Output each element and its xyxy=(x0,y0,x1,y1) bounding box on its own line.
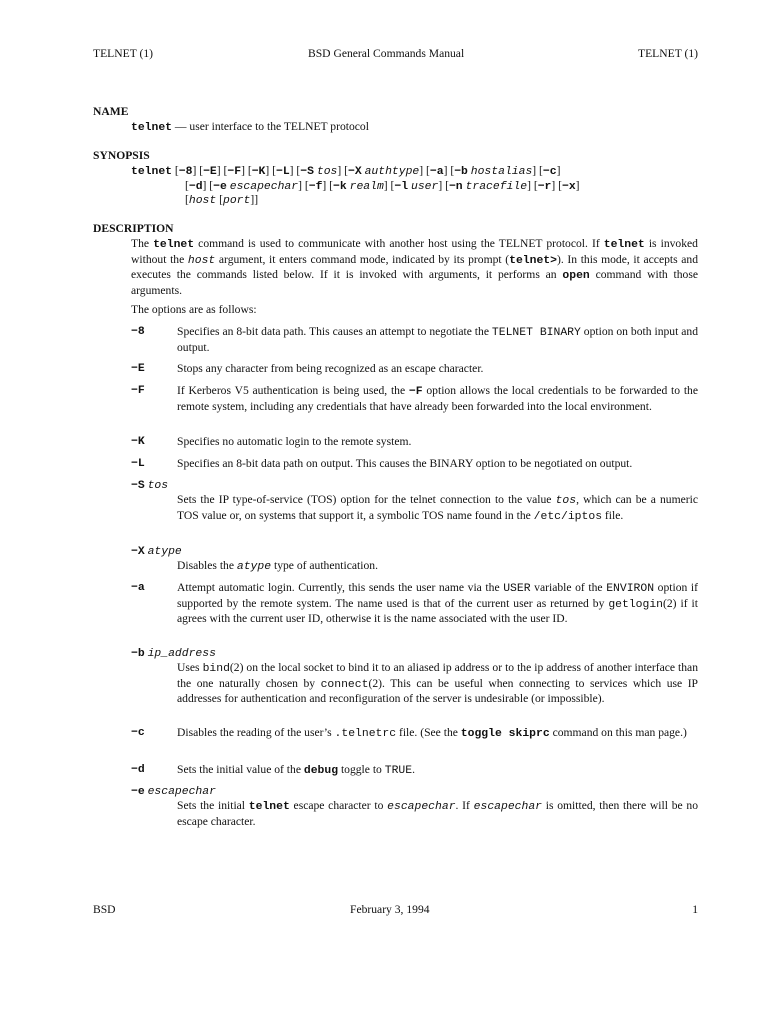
option-desc xyxy=(177,325,698,355)
page-footer xyxy=(93,903,698,919)
synopsis-arg: realm xyxy=(349,181,384,193)
synopsis-bracket: ] xyxy=(575,179,580,192)
option-flag-line xyxy=(131,784,216,800)
cmd-text: toggle skiprc xyxy=(460,728,550,740)
synopsis-bracket: [ xyxy=(185,193,189,206)
text-run: file. xyxy=(602,508,624,522)
text-run: Stops any character from being recognized as an escape character. xyxy=(177,362,484,375)
cmd-text: debug xyxy=(303,765,339,777)
text-run: option on both input and output. xyxy=(177,325,698,354)
synopsis-bracket: ] [ xyxy=(265,164,276,177)
page-number: 1 xyxy=(692,903,698,916)
text-run: (2). This can be useful when connecting to services which use IP addresses for authentication and reconfiguration of the server is undesirable (or impossible). xyxy=(177,676,698,706)
section-name-heading: NAME xyxy=(93,105,129,118)
text-run: Sets the initial value of the xyxy=(177,763,304,776)
synopsis-line-1 xyxy=(131,164,560,180)
footer-left: BSD xyxy=(93,903,116,916)
text-run: . xyxy=(412,763,415,776)
text-run: If Kerberos V5 authentication is being used, the xyxy=(177,384,409,397)
text-run: Specifies no automatic login to the remote system. xyxy=(177,435,412,448)
synopsis-flag: −X xyxy=(348,166,362,178)
option-arg: tos xyxy=(147,480,169,492)
synopsis-bracket: ] [ xyxy=(192,164,204,177)
option-desc xyxy=(177,362,698,377)
mono-text: TRUE xyxy=(384,765,413,777)
synopsis-arg: host xyxy=(188,195,217,207)
option-flag-line xyxy=(131,478,168,494)
option-desc xyxy=(177,384,698,414)
synopsis-bracket: ] [ xyxy=(443,164,455,177)
synopsis-bracket: ]] xyxy=(250,193,259,206)
synopsis-bracket: ] [ xyxy=(298,179,309,192)
text-run: argument, it enters command mode, indicated by its prompt ( xyxy=(215,252,510,266)
synopsis-arg: port xyxy=(222,195,251,207)
synopsis-bracket: ] [ xyxy=(289,164,301,177)
synopsis-arg: user xyxy=(411,181,439,193)
synopsis-flag: −K xyxy=(251,166,266,178)
option-desc xyxy=(177,799,698,829)
text-run: Disables the xyxy=(177,559,237,572)
text-run: (2) if it agrees with the current user ID, otherwise it is the name associated with the user ID. xyxy=(177,596,698,626)
mono-text: ENVIRON xyxy=(606,583,655,595)
synopsis-flag: −x xyxy=(562,181,576,193)
flag-text: −F xyxy=(408,386,423,398)
synopsis-bracket: ] [ xyxy=(322,179,334,192)
arg-text: escapechar xyxy=(473,801,543,813)
synopsis-flag: −d xyxy=(188,181,203,193)
text-run: toggle to xyxy=(338,763,385,776)
arg-text: host xyxy=(187,254,216,267)
synopsis-arg: tos xyxy=(316,166,338,178)
mono-text: connect xyxy=(320,678,369,691)
text-run: Sets the initial xyxy=(177,799,249,812)
name-desc: — user interface to the TELNET protocol xyxy=(172,120,369,133)
synopsis-flag: −c xyxy=(542,166,557,178)
header-center: BSD General Commands Manual xyxy=(308,47,465,60)
option-flag: −e xyxy=(131,786,145,798)
option-flag: −X xyxy=(131,546,145,558)
synopsis-bracket: ] [ xyxy=(527,179,538,192)
page-header xyxy=(93,47,698,63)
mono-text: getlogin xyxy=(608,598,664,611)
cmd-text: telnet> xyxy=(509,254,557,267)
text-run: Specifies an 8-bit data path on output. This causes the BINARY option to be negotiated on output. xyxy=(177,457,633,470)
option-desc xyxy=(177,559,698,575)
text-run: Attempt automatic login. Currently, this sends the user name via the xyxy=(177,581,504,594)
text-run: variable of the xyxy=(530,581,607,594)
option-desc xyxy=(177,457,698,472)
synopsis-bracket: ] [ xyxy=(383,179,395,192)
synopsis-flag: −l xyxy=(394,181,409,193)
cmd-text: telnet xyxy=(603,239,645,251)
option-flag: −E xyxy=(131,363,145,375)
mono-text: /etc/iptos xyxy=(533,510,603,523)
option-desc xyxy=(177,726,698,742)
cmd-text: open xyxy=(562,270,590,283)
synopsis-bracket: ] [ xyxy=(337,164,348,177)
synopsis-bracket: [ xyxy=(185,179,189,192)
synopsis-bracket: ] [ xyxy=(202,179,214,192)
text-run: option allows the local credentials to be forwarded to the remote system, including any credentials that have already been forwarded into the local environment. xyxy=(177,384,699,413)
synopsis-flag: −n xyxy=(448,181,463,193)
option-arg: escapechar xyxy=(147,786,216,798)
arg-text: tos xyxy=(555,495,577,507)
text-run: Uses xyxy=(177,661,203,674)
option-desc xyxy=(177,661,698,707)
option-desc xyxy=(177,581,698,627)
synopsis-arg: tracefile xyxy=(465,181,528,193)
synopsis-arg: hostalias xyxy=(470,166,533,178)
synopsis-bracket: ] [ xyxy=(532,164,543,177)
text-run: Specifies an 8-bit data path. This causes an attempt to negotiate the xyxy=(177,325,492,338)
cmd-text: telnet xyxy=(153,239,195,251)
cmd-text: telnet xyxy=(248,801,290,813)
option-flag-line xyxy=(131,544,182,560)
arg-text: escapechar xyxy=(387,801,456,813)
synopsis-bracket: ] [ xyxy=(438,179,449,192)
option-desc xyxy=(177,763,698,779)
synopsis-bracket: [ xyxy=(174,164,179,177)
option-desc xyxy=(177,493,698,524)
option-flag: −8 xyxy=(131,326,145,338)
name-line xyxy=(131,120,369,136)
option-flag: −S xyxy=(131,480,145,492)
text-run: command is used to communicate with another host using the TELNET protocol. If xyxy=(194,237,604,250)
text-run: command with those arguments. xyxy=(131,268,698,297)
synopsis-flag: −8 xyxy=(178,166,193,178)
synopsis-flag: −e xyxy=(213,181,227,193)
text-run: (2) on the local socket to bind it to an aliased ip address or to the ip address of another interface than the one naturally chosen by xyxy=(177,661,698,690)
text-run: command on this man page.) xyxy=(549,726,687,739)
synopsis-flag: −L xyxy=(275,166,290,178)
synopsis-line-3 xyxy=(185,193,258,209)
header-left: TELNET (1) xyxy=(93,47,153,60)
synopsis-bracket: ] [ xyxy=(241,164,252,177)
synopsis-flag: −S xyxy=(300,166,314,178)
synopsis-bracket: [ xyxy=(216,193,223,206)
text-run: type of authentication. xyxy=(271,559,378,572)
text-run: is invoked without the xyxy=(131,237,698,266)
synopsis-flag: −k xyxy=(333,181,347,193)
option-flag: −b xyxy=(131,648,145,660)
header-right: TELNET (1) xyxy=(638,47,698,60)
synopsis-bracket: ] [ xyxy=(551,179,562,192)
option-flag: −a xyxy=(131,582,145,594)
synopsis-flag: −b xyxy=(454,166,468,178)
mono-text: bind xyxy=(202,663,230,675)
section-synopsis-heading: SYNOPSIS xyxy=(93,149,150,162)
option-flag: −L xyxy=(131,458,145,470)
option-flag: −K xyxy=(131,436,145,448)
text-run: file. (See the xyxy=(396,726,461,739)
synopsis-bracket: ] xyxy=(556,164,561,177)
synopsis-flag: −r xyxy=(537,181,552,193)
option-flag-line xyxy=(131,646,216,662)
synopsis-arg: authtype xyxy=(364,166,420,178)
footer-center: February 3, 1994 xyxy=(350,903,430,916)
synopsis-flag: −a xyxy=(429,166,444,178)
option-arg: ip_address xyxy=(147,648,216,660)
option-flag: −c xyxy=(131,727,145,739)
synopsis-flag: −f xyxy=(308,181,323,193)
option-flag: −F xyxy=(131,385,145,397)
text-run: option if supported by the remote system. The name used is that of the current user as returned by xyxy=(177,581,698,610)
text-run: The xyxy=(131,237,154,250)
name-cmd: telnet xyxy=(131,122,173,134)
synopsis-flag: −E xyxy=(203,166,217,178)
mono-text: TELNET BINARY xyxy=(491,327,581,339)
text-run: Disables the reading of the user’s xyxy=(177,726,335,739)
mono-text: USER xyxy=(503,583,531,595)
synopsis-flag: −F xyxy=(227,166,242,178)
section-description-heading: DESCRIPTION xyxy=(93,222,174,235)
option-arg: atype xyxy=(147,546,182,558)
text-run: escape character to xyxy=(289,799,388,812)
option-desc xyxy=(177,435,698,450)
text-run: Sets the IP type-of-service (TOS) option for the telnet connection to the value xyxy=(177,493,556,506)
options-intro: The options are as follows: xyxy=(131,303,257,316)
description-paragraph xyxy=(131,237,698,298)
synopsis-bracket: ] [ xyxy=(419,164,430,177)
text-run: is omitted, then there will be no escape character. xyxy=(177,799,699,828)
mono-text: .telnetrc xyxy=(334,728,397,740)
synopsis-arg: escapechar xyxy=(229,181,299,193)
text-run: ). In this mode, it accepts and executes the commands listed below. If it is invoked with arguments, it performs an xyxy=(131,252,699,282)
text-run: , which can be a numeric TOS value or, on systems that support it, a symbolic TOS name found in the xyxy=(177,493,698,522)
arg-text: atype xyxy=(236,561,272,573)
synopsis-cmd: telnet xyxy=(131,166,173,178)
synopsis-bracket: ] [ xyxy=(216,164,228,177)
text-run: . If xyxy=(455,799,474,812)
option-flag: −d xyxy=(131,764,145,776)
